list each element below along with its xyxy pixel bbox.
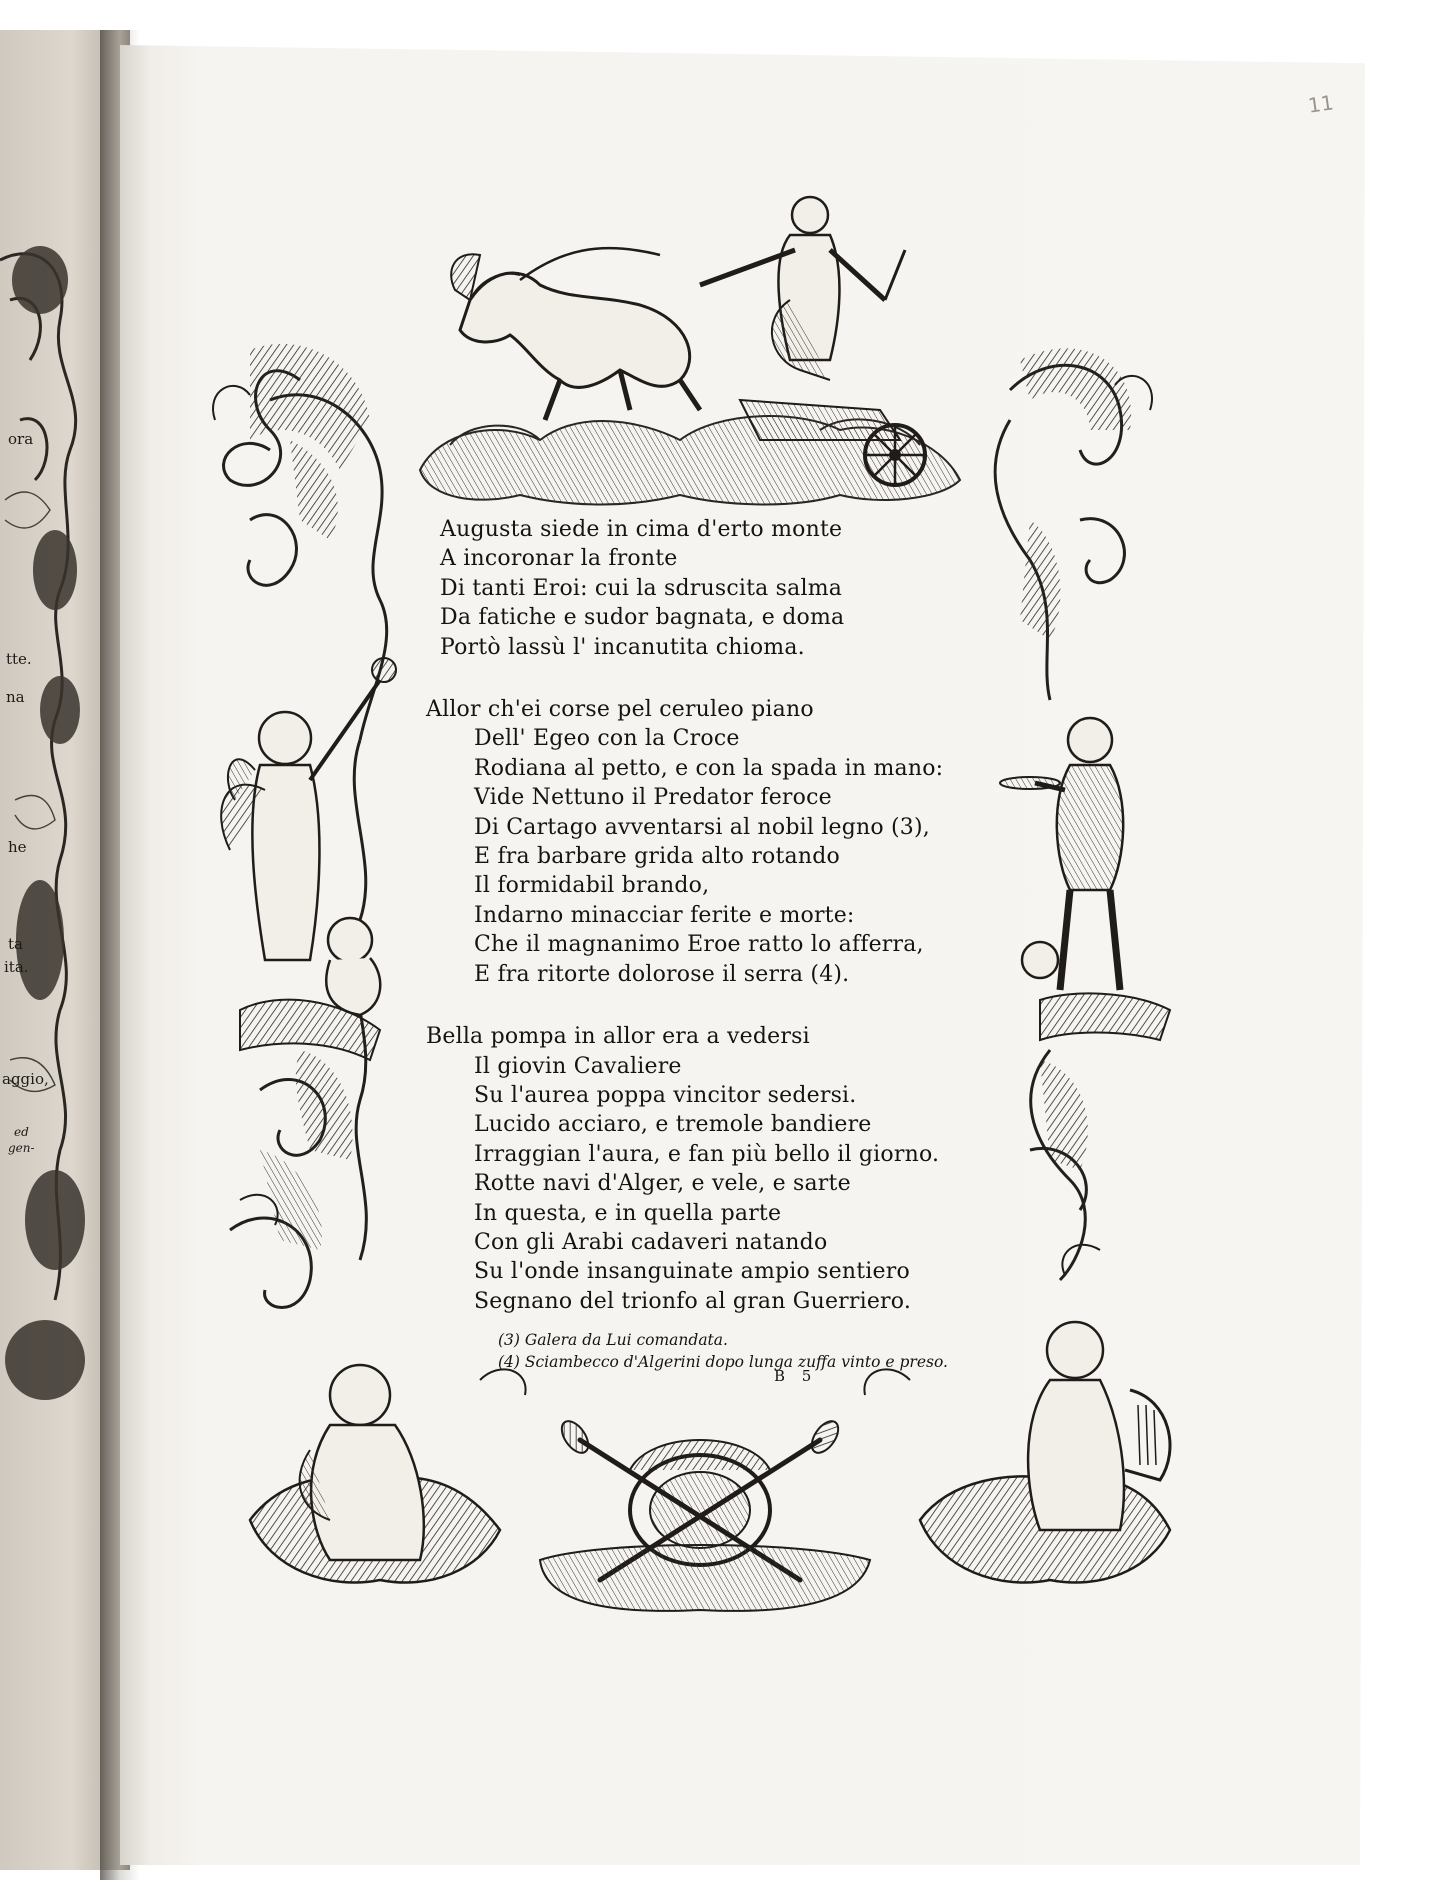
stanza — [440, 515, 1040, 662]
poem-line: Allor ch'ei corse pel ceruleo piano — [426, 697, 814, 723]
poem-line: Che il magnanimo Eroe ratto lo afferra, — [474, 932, 924, 958]
poem-line: Dell' Egeo con la Croce — [474, 726, 740, 752]
poem-line: Da fatiche e sudor bagnata, e doma — [440, 605, 845, 631]
footnote: (4) Sciambecco d'Algerini dopo lunga zuffa vinto e preso. — [498, 1353, 948, 1371]
left-page-fragment: ora — [8, 430, 34, 448]
poem-line: Indarno minacciar ferite e morte: — [474, 902, 855, 928]
poem-line: Su l'onde insanguinate ampio sentiero — [474, 1259, 910, 1285]
left-page-fragment: na — [6, 688, 25, 706]
poem-line: E fra barbare grida alto rotando — [474, 844, 840, 870]
poem-line: Bella pompa in allor era a vedersi — [426, 1024, 810, 1050]
left-page-fragment: ta — [8, 935, 23, 953]
poem-line: Rodiana al petto, e con la spada in mano: — [474, 755, 944, 781]
poem-line: E fra ritorte dolorose il serra (4). — [474, 961, 850, 987]
cupid-with-torch-figure — [221, 658, 396, 1060]
poem-line: Vide Nettuno il Predator feroce — [474, 785, 832, 811]
signature-mark: B 5 — [774, 1367, 818, 1385]
stanza — [426, 1022, 1040, 1316]
poem-line: A incoronar la fronte — [440, 546, 678, 572]
poem-line: Segnano del trionfo al gran Guerriero. — [474, 1288, 912, 1314]
poem-line: Con gli Arabi cadaveri natando — [474, 1229, 828, 1255]
footnotes — [498, 1329, 948, 1373]
stanza — [426, 695, 1040, 989]
poem-line: Portò lassù l' incanutita chioma. — [440, 634, 805, 660]
poem-line: Di tanti Eroi: cui la sdruscita salma — [440, 575, 843, 601]
left-page-fragment: ed — [14, 1125, 29, 1139]
pencil-page-number: 11 — [1306, 90, 1335, 118]
poem-line: Rotte navi d'Alger, e vele, e sarte — [474, 1171, 851, 1197]
left-page-fragment: ita. — [4, 958, 29, 976]
poem-line: Il formidabil brando, — [474, 873, 710, 899]
left-page-fragment: he — [8, 838, 27, 856]
poem-line: Il giovin Cavaliere — [474, 1053, 682, 1079]
poem-line: Su l'aurea poppa vincitor sedersi. — [474, 1082, 857, 1108]
poem-text — [426, 515, 1040, 1316]
left-page-fragment: tte. — [6, 650, 32, 668]
poem-line: Lucido acciaro, e tremole bandiere — [474, 1112, 872, 1138]
chariot-vignette — [420, 197, 960, 504]
poem-line: In questa, e in quella parte — [474, 1200, 782, 1226]
footnote: (3) Galera da Lui comandata. — [498, 1331, 728, 1349]
poem-line: Augusta siede in cima d'erto monte — [440, 517, 843, 542]
left-page-fragment: gen- — [8, 1141, 35, 1155]
poem-line: Irraggian l'aura, e fan più bello il giorno. — [474, 1141, 940, 1167]
left-page-fragment: aggio, — [2, 1070, 49, 1088]
poem-line: Di Cartago avventarsi al nobil legno (3), — [474, 814, 930, 840]
